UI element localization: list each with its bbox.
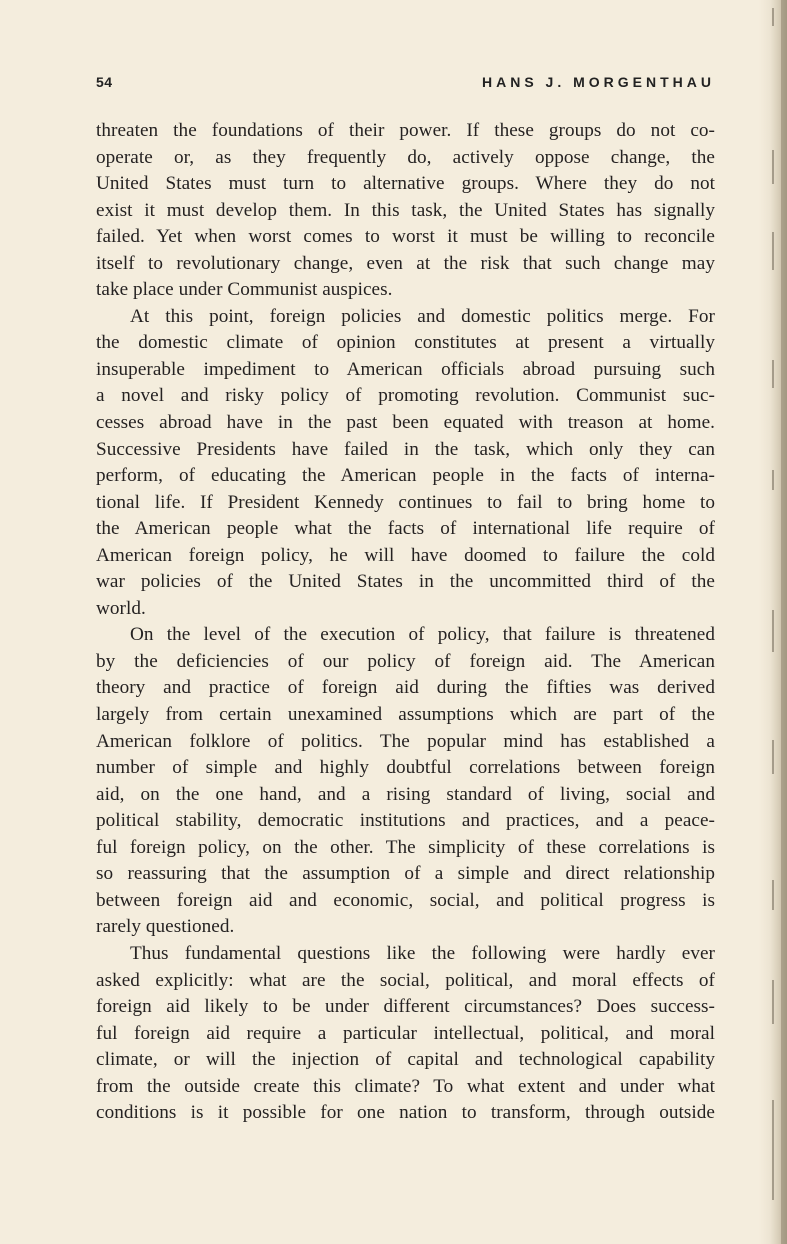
text-line: the American people what the facts of international life require of — [96, 518, 715, 540]
text-line: war policies of the United States in the uncommitted third of the — [96, 571, 715, 593]
text-line: the domestic climate of opinion constitutes at present a virtually — [96, 332, 715, 354]
margin-mark — [772, 360, 774, 388]
text-line: world. — [96, 597, 146, 619]
page-header — [96, 74, 715, 98]
running-head: HANS J. MORGENTHAU — [481, 74, 715, 90]
text-line: by the deficiencies of our policy of foreign aid. The American — [96, 650, 715, 672]
text-line: from the outside create this climate? To what extent and under what — [96, 1075, 715, 1097]
text-line: ful foreign policy, on the other. The simplicity of these correlations is — [96, 836, 715, 858]
text-line: perform, of educating the American people in the facts of interna- — [96, 465, 715, 487]
text-line: rarely questioned. — [96, 916, 235, 938]
text-line: insuperable impediment to American officials abroad pursuing such — [96, 358, 715, 380]
body-text — [96, 118, 715, 1127]
text-line: On the level of the execution of policy, that failure is threatened — [130, 624, 715, 646]
text-line: cesses abroad have in the past been equated with treason at home. — [96, 412, 715, 434]
page-binding-shadow — [781, 0, 787, 1244]
margin-mark — [772, 470, 774, 490]
margin-mark — [772, 740, 774, 774]
text-line: failed. Yet when worst comes to worst it must be willing to reconcile — [96, 226, 715, 248]
text-line: At this point, foreign policies and domestic politics merge. For — [130, 305, 715, 327]
margin-mark — [772, 8, 774, 26]
margin-mark — [772, 1100, 774, 1200]
margin-mark — [772, 232, 774, 270]
margin-mark — [772, 150, 774, 184]
text-line: Successive Presidents have failed in the task, which only they can — [96, 438, 715, 460]
text-line: threaten the foundations of their power. If these groups do not co- — [96, 120, 715, 141]
text-line: itself to revolutionary change, even at the risk that such change may — [96, 252, 715, 274]
text-line: asked explicitly: what are the social, political, and moral effects of — [96, 969, 715, 991]
text-line: Thus fundamental questions like the following were hardly ever — [130, 942, 715, 964]
margin-mark — [772, 610, 774, 652]
text-line: American folklore of politics. The popular mind has established a — [96, 730, 715, 752]
text-line: so reassuring that the assumption of a simple and direct relationship — [96, 863, 715, 885]
text-line: a novel and risky policy of promoting revolution. Communist suc- — [96, 385, 715, 407]
text-line: political stability, democratic institutions and practices, and a peace- — [96, 810, 715, 832]
text-line: conditions is it possible for one nation to transform, through outside — [96, 1102, 715, 1124]
margin-mark — [772, 980, 774, 1024]
text-line: largely from certain unexamined assumptions which are part of the — [96, 704, 715, 726]
text-line: take place under Communist auspices. — [96, 279, 393, 301]
text-line: United States must turn to alternative groups. Where they do not — [96, 173, 715, 195]
text-line: climate, or will the injection of capital and technological capability — [96, 1049, 715, 1071]
page-number: 54 — [96, 74, 113, 90]
text-line: American foreign policy, he will have doomed to failure the cold — [96, 544, 715, 566]
text-line: number of simple and highly doubtful correlations between foreign — [96, 757, 715, 779]
text-line: theory and practice of foreign aid during the fifties was derived — [96, 677, 715, 699]
text-line: operate or, as they frequently do, actively oppose change, the — [96, 146, 715, 168]
text-line: ful foreign aid require a particular intellectual, political, and moral — [96, 1022, 715, 1044]
text-line: between foreign aid and economic, social, and political progress is — [96, 889, 715, 911]
margin-mark — [772, 880, 774, 910]
text-line: aid, on the one hand, and a rising standard of living, social and — [96, 783, 715, 805]
text-line: tional life. If President Kennedy continues to fail to bring home to — [96, 491, 715, 513]
text-line: exist it must develop them. In this task, the United States has signally — [96, 199, 715, 221]
text-line: foreign aid likely to be under different circumstances? Does success- — [96, 996, 715, 1018]
